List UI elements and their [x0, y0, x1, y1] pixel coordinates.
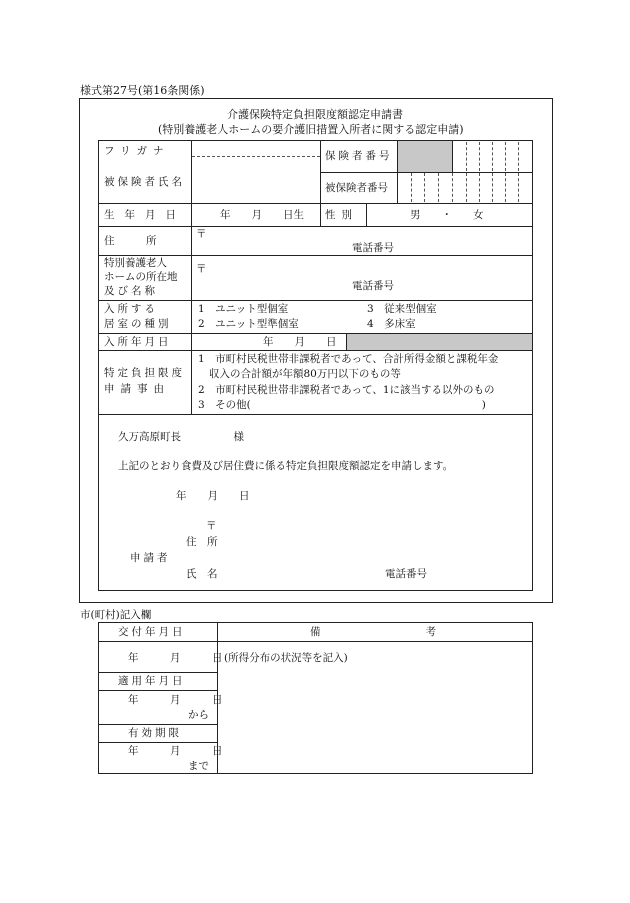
address-phone-label: 電話番号 — [352, 242, 394, 254]
facility-label-3: 及び名称 — [104, 285, 158, 297]
insurer-number-label: 保険者番号 — [325, 150, 393, 162]
applicant-phone-label: 電話番号 — [385, 568, 427, 580]
birth-label: 生年月日 — [104, 209, 186, 221]
issue-date-label: 交付年月日 — [118, 626, 186, 638]
valid-period-label: 有効期限 — [128, 727, 182, 739]
room-type-option-2[interactable]: 2 ユニット型準個室 — [198, 318, 299, 330]
entry-date-field[interactable]: 年 月 日 — [263, 336, 337, 348]
valid-until-label: まで — [188, 760, 209, 772]
form-title: 介護保険特定負担限度額認定申請書 — [227, 108, 403, 121]
reason-option-1b: 収入の合計額が年額80万円以下のもの等 — [209, 368, 401, 380]
facility-label-1: 特別養護老人 — [104, 257, 167, 269]
applicant-label: 申請者 — [130, 552, 171, 564]
address-postal-mark: 〒 — [196, 228, 207, 240]
applicant-postal-mark: 〒 — [206, 520, 217, 532]
reason-option-3[interactable]: 3 その他( ) — [198, 399, 486, 411]
birth-date-field[interactable]: 年 月 日生 — [220, 209, 304, 221]
applicant-address-label: 住 所 — [186, 536, 218, 548]
sex-options[interactable]: 男 ・ 女 — [410, 209, 484, 221]
room-type-option-4[interactable]: 4 多床室 — [367, 318, 416, 330]
applicant-name-label: 氏 名 — [186, 568, 218, 580]
valid-period-field[interactable]: 年 月 日 — [128, 745, 223, 757]
room-type-label-1: 入所する — [104, 303, 158, 315]
application-date[interactable]: 年 月 日 — [176, 490, 250, 502]
address-label: 住 所 — [104, 235, 157, 247]
remarks-note: (所得分布の状況等を記入) — [224, 652, 348, 664]
entry-date-label: 入所年月日 — [104, 336, 172, 348]
issue-date-field[interactable]: 年 月 日 — [128, 652, 223, 664]
insured-number-label: 被保険者番号 — [325, 182, 388, 194]
furigana-label: フリガナ — [104, 145, 170, 157]
apply-date-label: 適用年月日 — [118, 675, 186, 687]
form-subtitle: (特別養護老人ホームの要介護旧措置入所者に関する認定申請) — [158, 123, 464, 136]
insurer-number-shaded — [398, 141, 452, 172]
application-table — [98, 140, 533, 591]
insured-name-label: 被保険者氏名 — [104, 176, 185, 188]
facility-postal-mark: 〒 — [196, 263, 207, 275]
declaration-statement: 上記のとおり食費及び居住費に係る特定負担限度額認定を申請します。 — [118, 460, 454, 472]
reason-label-1: 特定負担限度 — [104, 367, 185, 379]
facility-label-2: ホームの所在地 — [104, 271, 178, 283]
reason-label-2: 申請事由 — [104, 383, 170, 395]
facility-phone-label: 電話番号 — [352, 280, 394, 292]
reason-option-1a[interactable]: 1 市町村民税世帯非課税者であって、合計所得金額と課税年金 — [198, 353, 499, 365]
apply-from-label: から — [188, 709, 209, 721]
apply-date-field[interactable]: 年 月 日 — [128, 694, 223, 706]
form-number: 様式第27号(第16条関係) — [80, 84, 205, 97]
office-use-heading: 市(町村)記入欄 — [80, 609, 152, 621]
remarks-header: 備 考 — [310, 626, 436, 638]
room-type-option-3[interactable]: 3 従来型個室 — [367, 303, 437, 315]
addressee: 久万高原町長 様 — [118, 431, 244, 443]
sex-label: 性別 — [325, 209, 358, 221]
reason-option-2[interactable]: 2 市町村民税世帯非課税者であって、1に該当する以外のもの — [198, 384, 495, 396]
room-type-option-1[interactable]: 1 ユニット型個室 — [198, 303, 289, 315]
entry-date-shaded — [347, 334, 532, 350]
room-type-label-2: 居室の種別 — [104, 318, 172, 330]
